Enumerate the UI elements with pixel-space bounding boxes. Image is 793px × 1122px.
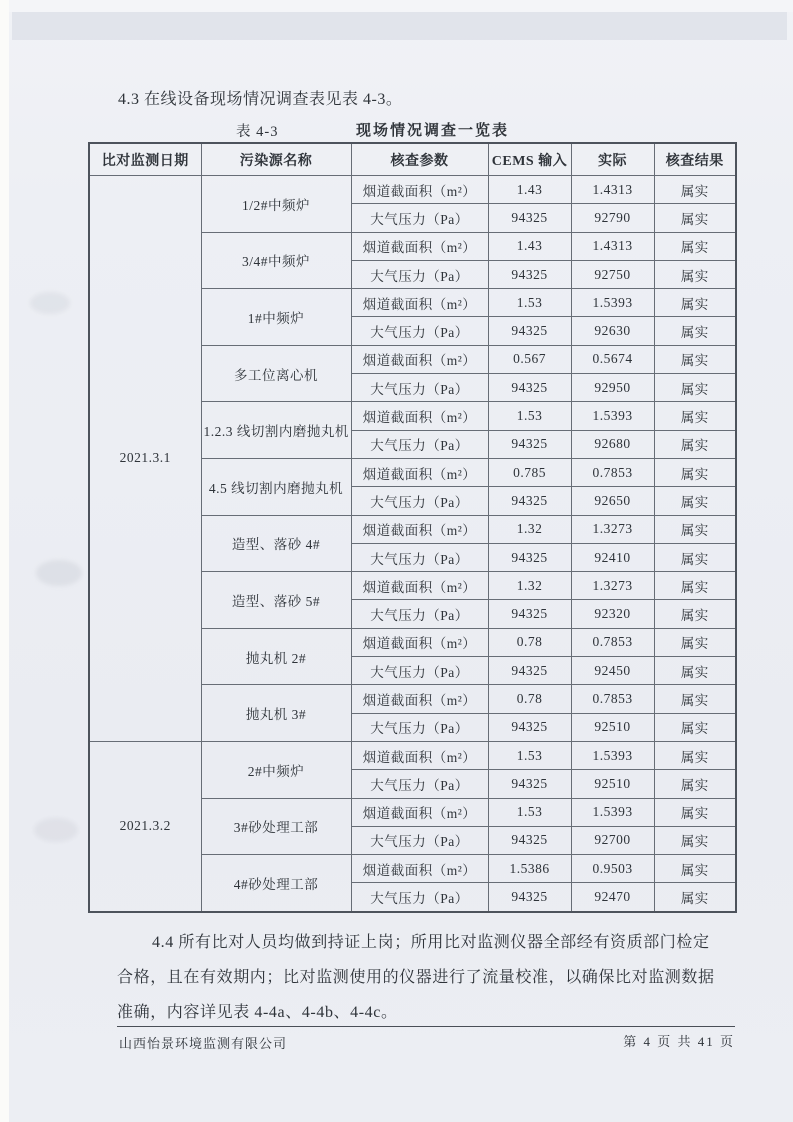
check-result-cell: 属实 [654, 430, 736, 458]
cems-input-cell: 94325 [488, 374, 571, 402]
paragraph-line: 准确，内容详见表 4-4a、4-4b、4-4c。 [117, 1003, 398, 1021]
check-result-cell: 属实 [654, 713, 736, 741]
check-result-cell: 属实 [654, 741, 736, 769]
parameter-cell: 大气压力（Pa） [351, 770, 488, 798]
check-result-cell: 属实 [654, 798, 736, 826]
check-result-cell: 属实 [654, 543, 736, 571]
cems-input-cell: 1.32 [488, 572, 571, 600]
cems-input-cell: 1.43 [488, 232, 571, 260]
parameter-cell: 大气压力（Pa） [351, 657, 488, 685]
parameter-cell: 烟道截面积（m²） [351, 855, 488, 883]
date-cell: 2021.3.2 [89, 741, 201, 911]
check-result-cell: 属实 [654, 345, 736, 373]
source-name-cell: 2#中频炉 [201, 741, 351, 798]
scan-artifact [34, 818, 78, 842]
check-result-cell: 属实 [654, 685, 736, 713]
table-row [89, 741, 736, 769]
table-caption-label: 表 4-3 [236, 124, 279, 140]
actual-value-cell: 1.4313 [571, 176, 654, 204]
cems-input-cell: 1.43 [488, 176, 571, 204]
check-result-cell: 属实 [654, 458, 736, 486]
cems-input-cell: 0.785 [488, 458, 571, 486]
check-result-cell: 属实 [654, 855, 736, 883]
table-row [89, 176, 736, 204]
parameter-cell: 烟道截面积（m²） [351, 798, 488, 826]
check-result-cell: 属实 [654, 572, 736, 600]
check-result-cell: 属实 [654, 628, 736, 656]
parameter-cell: 烟道截面积（m²） [351, 402, 488, 430]
parameter-cell: 大气压力（Pa） [351, 317, 488, 345]
check-result-cell: 属实 [654, 402, 736, 430]
parameter-cell: 大气压力（Pa） [351, 204, 488, 232]
actual-value-cell: 1.5393 [571, 798, 654, 826]
survey-table [88, 142, 737, 913]
header-source: 污染源名称 [201, 143, 351, 176]
check-result-cell: 属实 [654, 770, 736, 798]
parameter-cell: 烟道截面积（m²） [351, 232, 488, 260]
source-name-cell: 1#中频炉 [201, 289, 351, 346]
header-cems-input: CEMS 输入 [488, 143, 571, 176]
check-result-cell: 属实 [654, 204, 736, 232]
parameter-cell: 大气压力（Pa） [351, 600, 488, 628]
actual-value-cell: 0.7853 [571, 685, 654, 713]
parameter-cell: 烟道截面积（m²） [351, 458, 488, 486]
parameter-cell: 烟道截面积（m²） [351, 628, 488, 656]
footer-company-name: 山西怡景环境监测有限公司 [119, 1036, 288, 1051]
source-name-cell: 多工位离心机 [201, 345, 351, 402]
cems-input-cell: 94325 [488, 770, 571, 798]
check-result-cell: 属实 [654, 374, 736, 402]
table-caption [88, 118, 736, 142]
cems-input-cell: 94325 [488, 600, 571, 628]
parameter-cell: 大气压力（Pa） [351, 543, 488, 571]
page-content [88, 0, 736, 1030]
paragraph-line: 合格，且在有效期内；比对监测使用的仪器进行了流量校准，以确保比对监测数据 [117, 968, 715, 986]
parameter-cell: 大气压力（Pa） [351, 260, 488, 288]
cems-input-cell: 94325 [488, 260, 571, 288]
parameter-cell: 大气压力（Pa） [351, 430, 488, 458]
source-name-cell: 1/2#中频炉 [201, 176, 351, 233]
actual-value-cell: 92630 [571, 317, 654, 345]
cems-input-cell: 94325 [488, 430, 571, 458]
actual-value-cell: 1.5393 [571, 402, 654, 430]
cems-input-cell: 0.78 [488, 628, 571, 656]
section-4-3-text: 4.3 在线设备现场情况调查表见表 4-3。 [118, 91, 403, 108]
cems-input-cell: 94325 [488, 883, 571, 912]
check-result-cell: 属实 [654, 600, 736, 628]
source-name-cell: 造型、落砂 5# [201, 572, 351, 629]
actual-value-cell: 92680 [571, 430, 654, 458]
parameter-cell: 烟道截面积（m²） [351, 741, 488, 769]
actual-value-cell: 1.3273 [571, 572, 654, 600]
check-result-cell: 属实 [654, 487, 736, 515]
actual-value-cell: 92750 [571, 260, 654, 288]
cems-input-cell: 1.53 [488, 402, 571, 430]
header-parameter: 核查参数 [351, 143, 488, 176]
check-result-cell: 属实 [654, 176, 736, 204]
cems-input-cell: 94325 [488, 543, 571, 571]
header-check-result: 核查结果 [654, 143, 736, 176]
actual-value-cell: 92950 [571, 374, 654, 402]
actual-value-cell: 0.5674 [571, 345, 654, 373]
actual-value-cell: 92650 [571, 487, 654, 515]
check-result-cell: 属实 [654, 515, 736, 543]
actual-value-cell: 1.3273 [571, 515, 654, 543]
parameter-cell: 烟道截面积（m²） [351, 289, 488, 317]
source-name-cell: 造型、落砂 4# [201, 515, 351, 572]
parameter-cell: 烟道截面积（m²） [351, 572, 488, 600]
actual-value-cell: 1.4313 [571, 232, 654, 260]
check-result-cell: 属实 [654, 826, 736, 854]
table-body [89, 176, 736, 912]
section-4-4-text [117, 925, 736, 1030]
source-name-cell: 1.2.3 线切割内磨抛丸机 [201, 402, 351, 459]
footer-page-number: 第 4 页 共 41 页 [623, 1034, 735, 1049]
source-name-cell: 3#砂处理工部 [201, 798, 351, 855]
actual-value-cell: 92510 [571, 713, 654, 741]
cems-input-cell: 0.567 [488, 345, 571, 373]
parameter-cell: 大气压力（Pa） [351, 883, 488, 912]
cems-input-cell: 94325 [488, 713, 571, 741]
table-caption-title: 现场情况调查一览表 [356, 123, 510, 139]
cems-input-cell: 1.53 [488, 798, 571, 826]
page-footer [117, 1026, 735, 1051]
cems-input-cell: 94325 [488, 317, 571, 345]
source-name-cell: 4.5 线切割内磨抛丸机 [201, 458, 351, 515]
header-date: 比对监测日期 [89, 143, 201, 176]
check-result-cell: 属实 [654, 289, 736, 317]
cems-input-cell: 1.5386 [488, 855, 571, 883]
table-header-row [89, 143, 736, 176]
parameter-cell: 大气压力（Pa） [351, 374, 488, 402]
actual-value-cell: 1.5393 [571, 289, 654, 317]
parameter-cell: 烟道截面积（m²） [351, 176, 488, 204]
header-actual: 实际 [571, 143, 654, 176]
parameter-cell: 大气压力（Pa） [351, 713, 488, 741]
source-name-cell: 3/4#中频炉 [201, 232, 351, 289]
actual-value-cell: 92320 [571, 600, 654, 628]
actual-value-cell: 0.9503 [571, 855, 654, 883]
cems-input-cell: 1.32 [488, 515, 571, 543]
cems-input-cell: 0.78 [488, 685, 571, 713]
paragraph-line: 4.4 所有比对人员均做到持证上岗；所用比对监测仪器全部经有资质部门检定 [152, 933, 710, 951]
source-name-cell: 4#砂处理工部 [201, 855, 351, 912]
actual-value-cell: 92410 [571, 543, 654, 571]
check-result-cell: 属实 [654, 657, 736, 685]
parameter-cell: 烟道截面积（m²） [351, 685, 488, 713]
date-cell: 2021.3.1 [89, 176, 201, 742]
check-result-cell: 属实 [654, 883, 736, 912]
actual-value-cell: 92510 [571, 770, 654, 798]
actual-value-cell: 92790 [571, 204, 654, 232]
actual-value-cell: 92700 [571, 826, 654, 854]
actual-value-cell: 1.5393 [571, 741, 654, 769]
actual-value-cell: 92450 [571, 657, 654, 685]
actual-value-cell: 0.7853 [571, 458, 654, 486]
cems-input-cell: 94325 [488, 204, 571, 232]
actual-value-cell: 92470 [571, 883, 654, 912]
cems-input-cell: 94325 [488, 487, 571, 515]
cems-input-cell: 1.53 [488, 289, 571, 317]
parameter-cell: 烟道截面积（m²） [351, 345, 488, 373]
scan-edge-strip [0, 0, 9, 1122]
check-result-cell: 属实 [654, 232, 736, 260]
scan-artifact [30, 292, 70, 314]
actual-value-cell: 0.7853 [571, 628, 654, 656]
parameter-cell: 大气压力（Pa） [351, 826, 488, 854]
source-name-cell: 抛丸机 3# [201, 685, 351, 742]
source-name-cell: 抛丸机 2# [201, 628, 351, 685]
scan-artifact [36, 560, 82, 586]
check-result-cell: 属实 [654, 260, 736, 288]
parameter-cell: 烟道截面积（m²） [351, 515, 488, 543]
parameter-cell: 大气压力（Pa） [351, 487, 488, 515]
check-result-cell: 属实 [654, 317, 736, 345]
cems-input-cell: 94325 [488, 657, 571, 685]
cems-input-cell: 1.53 [488, 741, 571, 769]
cems-input-cell: 94325 [488, 826, 571, 854]
